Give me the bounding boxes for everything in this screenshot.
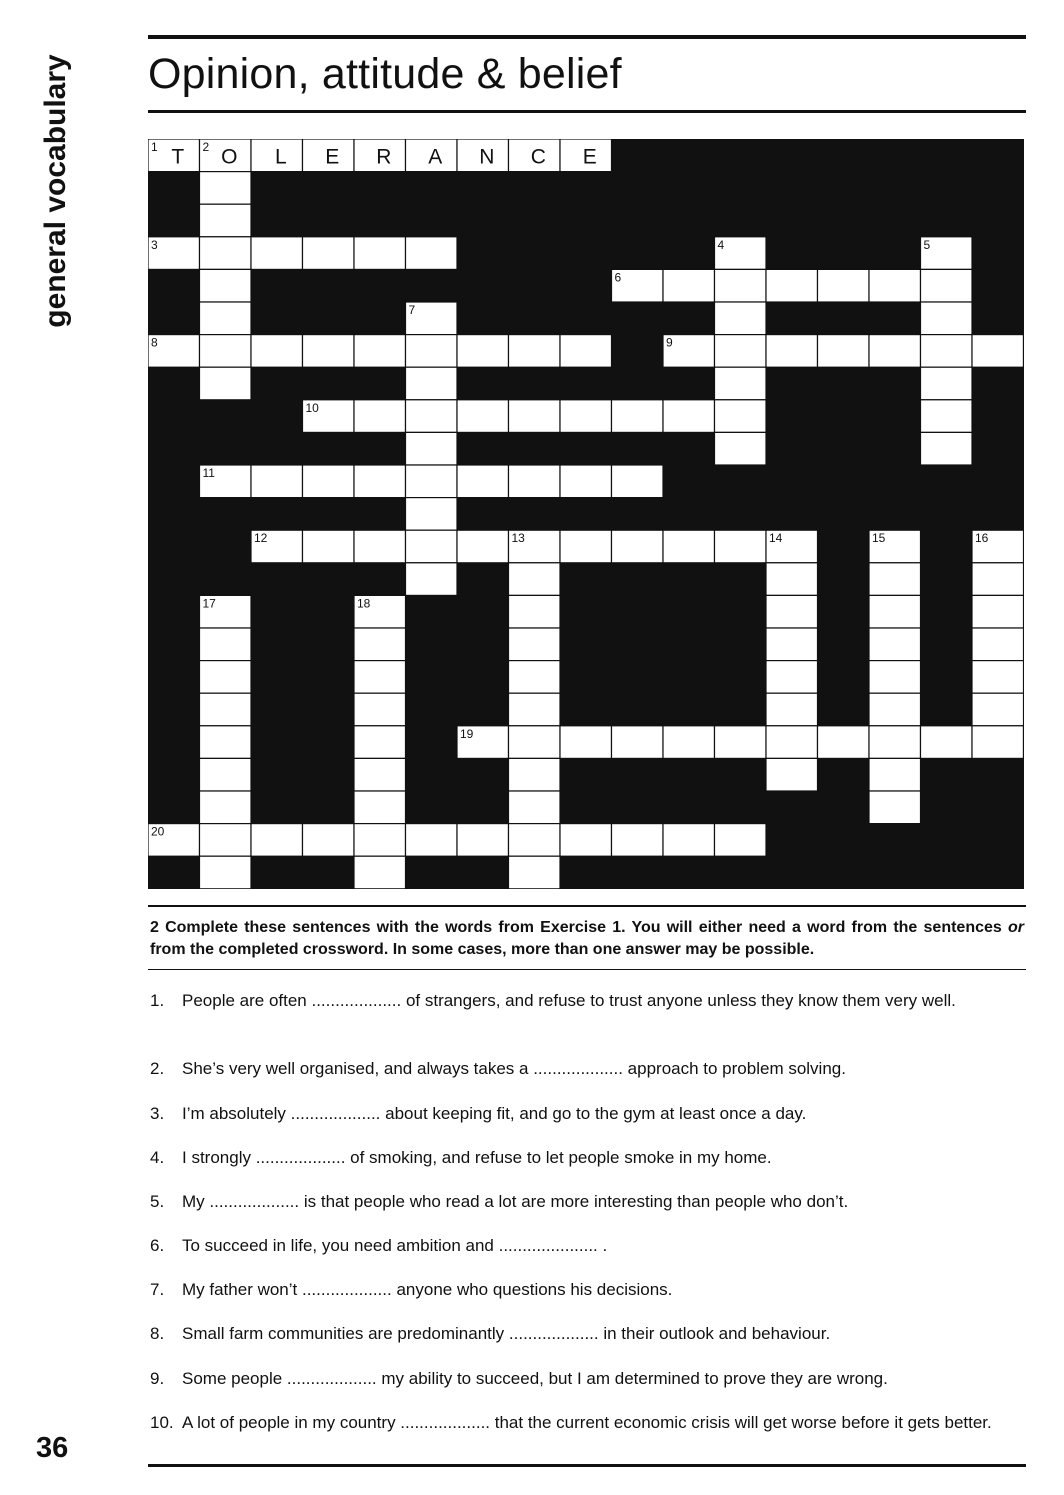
- crossword-cell[interactable]: [200, 693, 252, 726]
- sentence-number: 8.: [150, 1324, 165, 1343]
- crossword-cell[interactable]: [354, 661, 406, 694]
- sentence-number: 2.: [150, 1059, 165, 1078]
- crossword-cell[interactable]: [869, 563, 921, 596]
- clue-number: 3: [151, 237, 158, 252]
- clue-number: 4: [717, 237, 725, 252]
- clue-number: 13: [511, 531, 525, 546]
- crossword-cell[interactable]: [509, 465, 561, 498]
- crossword-cell[interactable]: [457, 335, 509, 368]
- sentence-number: 3.: [150, 1104, 165, 1123]
- clue-number: 16: [975, 531, 989, 546]
- crossword-cell[interactable]: [715, 432, 767, 465]
- crossword-cell[interactable]: [921, 335, 973, 368]
- crossword-cell[interactable]: [406, 824, 458, 857]
- crossword-cell[interactable]: [200, 824, 252, 857]
- crossword-cell[interactable]: [663, 824, 715, 857]
- clue-number: 15: [872, 531, 886, 546]
- crossword-cell[interactable]: [560, 530, 612, 563]
- crossword-cell[interactable]: [766, 726, 818, 759]
- crossword-cell[interactable]: [303, 530, 355, 563]
- crossword-cell[interactable]: [406, 335, 458, 368]
- sentence-item: [148, 1191, 1026, 1213]
- clue-number: 5: [923, 237, 931, 252]
- clue-number: 10: [305, 400, 319, 415]
- crossword-cell[interactable]: [715, 824, 767, 857]
- crossword-cell[interactable]: [972, 628, 1024, 661]
- crossword-cell[interactable]: [560, 465, 612, 498]
- crossword-cell[interactable]: [509, 693, 561, 726]
- crossword-cell[interactable]: [509, 563, 561, 596]
- crossword-cell[interactable]: [921, 269, 973, 302]
- crossword-cell[interactable]: [509, 628, 561, 661]
- crossword-cell[interactable]: [200, 661, 252, 694]
- clue-number: 7: [408, 303, 416, 317]
- sentence-number: 7.: [150, 1280, 165, 1299]
- crossword-cell[interactable]: [560, 824, 612, 857]
- answer-letter: C: [530, 145, 546, 169]
- sentence-text: My ................... is that people who read a lot are more interesting than people who don’t.: [182, 1192, 849, 1211]
- crossword-svg: [148, 139, 1024, 889]
- answer-letter: A: [428, 145, 443, 169]
- section-label: general vocabulary: [39, 54, 72, 328]
- crossword-cell[interactable]: [818, 726, 870, 759]
- crossword-cell[interactable]: [818, 269, 870, 302]
- answer-letter: N: [479, 145, 495, 169]
- crossword-cell[interactable]: [200, 172, 252, 205]
- crossword-cell[interactable]: [869, 791, 921, 824]
- crossword-cell[interactable]: [354, 465, 406, 498]
- sentence-text: I strongly ................... of smoking, and refuse to let people smoke in my home.: [182, 1148, 772, 1167]
- crossword-cell[interactable]: [457, 530, 509, 563]
- crossword-cell[interactable]: [303, 824, 355, 857]
- crossword-cell[interactable]: [663, 530, 715, 563]
- clue-number: 19: [460, 726, 474, 741]
- crossword-cell[interactable]: [251, 465, 303, 498]
- crossword-cell[interactable]: [200, 628, 252, 661]
- crossword-cell[interactable]: [715, 530, 767, 563]
- crossword-cell[interactable]: [715, 726, 767, 759]
- crossword-cell[interactable]: [354, 726, 406, 759]
- crossword-cell[interactable]: [509, 726, 561, 759]
- crossword-cell[interactable]: [200, 237, 252, 270]
- crossword-cell[interactable]: [921, 302, 973, 335]
- crossword-cell[interactable]: [354, 856, 406, 889]
- crossword-cell[interactable]: [869, 661, 921, 694]
- crossword-cell[interactable]: [200, 204, 252, 237]
- sentence-text: I’m absolutely ................... about keeping fit, and go to the gym at least once a day.: [182, 1104, 807, 1123]
- crossword-cell[interactable]: [509, 661, 561, 694]
- crossword-cell[interactable]: [509, 824, 561, 857]
- crossword-cell[interactable]: [869, 335, 921, 368]
- crossword-cell[interactable]: [200, 758, 252, 791]
- crossword-cell[interactable]: [869, 693, 921, 726]
- crossword-cell[interactable]: [354, 628, 406, 661]
- clue-number: 9: [666, 335, 673, 350]
- crossword-cell[interactable]: [200, 726, 252, 759]
- crossword-cell[interactable]: [354, 693, 406, 726]
- clue-number: 18: [357, 596, 371, 611]
- crossword-cell[interactable]: [921, 726, 973, 759]
- crossword-cell[interactable]: [509, 856, 561, 889]
- crossword-cell[interactable]: [303, 335, 355, 368]
- clue-number: 20: [151, 824, 165, 839]
- crossword-cell[interactable]: [972, 726, 1024, 759]
- bottom-rule: [148, 1464, 1026, 1467]
- answer-letter: L: [274, 145, 287, 169]
- crossword-cell[interactable]: [766, 661, 818, 694]
- crossword-cell[interactable]: [354, 400, 406, 433]
- sentence-number: 10.: [150, 1413, 174, 1432]
- crossword-cell[interactable]: [200, 367, 252, 400]
- answer-letter: O: [221, 145, 238, 169]
- crossword-cell[interactable]: [560, 726, 612, 759]
- crossword-cell[interactable]: [663, 400, 715, 433]
- crossword-cell[interactable]: [715, 269, 767, 302]
- crossword-cell[interactable]: [457, 400, 509, 433]
- sentence-item: [148, 1368, 1026, 1390]
- crossword-cell[interactable]: [1024, 726, 1025, 759]
- crossword-cell[interactable]: [509, 400, 561, 433]
- crossword-cell[interactable]: [406, 400, 458, 433]
- crossword-cell[interactable]: [560, 335, 612, 368]
- crossword-cell[interactable]: [406, 367, 458, 400]
- crossword-cell[interactable]: [406, 432, 458, 465]
- crossword-cell[interactable]: [612, 726, 664, 759]
- crossword-cell[interactable]: [869, 595, 921, 628]
- sentence-item: [148, 1235, 1026, 1257]
- crossword-cell[interactable]: [818, 335, 870, 368]
- crossword-cell[interactable]: [921, 367, 973, 400]
- crossword-cell[interactable]: [354, 758, 406, 791]
- crossword-cell[interactable]: [200, 335, 252, 368]
- crossword-cell[interactable]: [766, 628, 818, 661]
- crossword-cell[interactable]: [972, 595, 1024, 628]
- crossword-cell[interactable]: [509, 791, 561, 824]
- clue-number: 6: [614, 270, 622, 285]
- answer-letter: T: [171, 145, 185, 169]
- clue-number: 2: [202, 140, 210, 154]
- clue-number: 11: [202, 466, 215, 480]
- crossword-cell[interactable]: [406, 498, 458, 531]
- crossword-cell[interactable]: [766, 269, 818, 302]
- crossword-cell[interactable]: [766, 563, 818, 596]
- crossword-cell[interactable]: [251, 824, 303, 857]
- sentence-text: Small farm communities are predominantly ................... in their outlook and behaviour.: [182, 1324, 831, 1343]
- crossword-cell[interactable]: [354, 791, 406, 824]
- crossword-cell[interactable]: [715, 367, 767, 400]
- crossword-cell[interactable]: [869, 726, 921, 759]
- crossword-cell[interactable]: [509, 335, 561, 368]
- crossword-cell[interactable]: [509, 758, 561, 791]
- crossword-cell[interactable]: [509, 595, 561, 628]
- crossword-cell[interactable]: [715, 400, 767, 433]
- crossword-cell[interactable]: [972, 335, 1024, 368]
- crossword-cell[interactable]: [354, 335, 406, 368]
- crossword-cell[interactable]: [869, 758, 921, 791]
- sentence-number: 4.: [150, 1148, 165, 1167]
- crossword-cell[interactable]: [612, 465, 664, 498]
- crossword-cell[interactable]: [663, 726, 715, 759]
- crossword-grid: [148, 139, 1024, 889]
- sentence-item: [148, 1323, 1026, 1345]
- sentence-number: 5.: [150, 1192, 165, 1211]
- crossword-cell[interactable]: [612, 400, 664, 433]
- clue-number: 14: [769, 531, 783, 546]
- crossword-cell[interactable]: [972, 661, 1024, 694]
- crossword-cell[interactable]: [354, 824, 406, 857]
- crossword-cell[interactable]: [303, 465, 355, 498]
- answer-letter: E: [582, 145, 597, 169]
- sentence-item: [148, 1103, 1026, 1125]
- crossword-cell[interactable]: [766, 693, 818, 726]
- crossword-cell[interactable]: [663, 269, 715, 302]
- sentence-item: [148, 1147, 1026, 1169]
- crossword-cell[interactable]: [766, 335, 818, 368]
- crossword-cell[interactable]: [200, 791, 252, 824]
- crossword-cell[interactable]: [766, 758, 818, 791]
- clue-number: 17: [202, 596, 216, 611]
- instruction-text: 2 Complete these sentences with the words from Exercise 1. You will either need a word from the sentences or from the completed crossword. In some cases, more than one answer may be possible.: [150, 919, 1024, 958]
- crossword-cell[interactable]: [715, 335, 767, 368]
- crossword-cell[interactable]: [354, 530, 406, 563]
- sentence-text: People are often ................... of strangers, and refuse to trust anyone unless they know them very well.: [182, 991, 956, 1010]
- crossword-cell[interactable]: [200, 856, 252, 889]
- answer-letter: R: [376, 145, 392, 169]
- crossword-cell[interactable]: [457, 824, 509, 857]
- sentence-item: [148, 1412, 1026, 1434]
- crossword-cell[interactable]: [406, 237, 458, 270]
- exercise-2-instructions: [148, 905, 1026, 970]
- clue-number: 8: [151, 335, 158, 350]
- crossword-cell[interactable]: [921, 400, 973, 433]
- crossword-cell[interactable]: [303, 237, 355, 270]
- crossword-cell[interactable]: [715, 302, 767, 335]
- crossword-cell[interactable]: [457, 465, 509, 498]
- crossword-cell[interactable]: [972, 693, 1024, 726]
- sentence-text: She’s very well organised, and always takes a ................... approach to problem solving.: [182, 1059, 846, 1078]
- top-rule: [148, 35, 1026, 39]
- crossword-cell[interactable]: [200, 269, 252, 302]
- crossword-cell[interactable]: [921, 432, 973, 465]
- sentence-number: 1.: [150, 991, 165, 1010]
- crossword-cell[interactable]: [251, 237, 303, 270]
- crossword-cell[interactable]: [251, 335, 303, 368]
- sentence-text: Some people ................... my ability to succeed, but I am determined to prove they are wrong.: [182, 1369, 888, 1388]
- crossword-cell[interactable]: [869, 628, 921, 661]
- page-number: 36: [36, 1432, 69, 1464]
- sentence-item: [148, 1058, 1026, 1080]
- answer-letter: E: [325, 145, 340, 169]
- sentence-text: To succeed in life, you need ambition and ..................... .: [182, 1236, 608, 1255]
- sentence-number: 6.: [150, 1236, 165, 1255]
- crossword-cell[interactable]: [354, 237, 406, 270]
- sentence-text: A lot of people in my country ................... that the current economic crisis will get worse before it gets better.: [182, 1413, 992, 1432]
- crossword-cell[interactable]: [406, 465, 458, 498]
- crossword-cell[interactable]: [560, 400, 612, 433]
- crossword-cell[interactable]: [612, 530, 664, 563]
- crossword-cell[interactable]: [1024, 335, 1025, 368]
- crossword-cell[interactable]: [869, 269, 921, 302]
- sentence-text: My father won’t ................... anyone who questions his decisions.: [182, 1280, 673, 1299]
- crossword-cell[interactable]: [406, 563, 458, 596]
- clue-number: 12: [254, 531, 268, 546]
- page-title: Opinion, attitude & belief: [148, 50, 622, 98]
- sentence-number: 9.: [150, 1369, 165, 1388]
- clue-number: 1: [151, 140, 158, 154]
- crossword-cell[interactable]: [612, 824, 664, 857]
- crossword-cell[interactable]: [200, 302, 252, 335]
- sentence-item: [148, 990, 1026, 1012]
- crossword-cell[interactable]: [766, 595, 818, 628]
- crossword-cell[interactable]: [406, 530, 458, 563]
- sentence-item: [148, 1279, 1026, 1301]
- crossword-cell[interactable]: [972, 563, 1024, 596]
- title-rule: [148, 110, 1026, 113]
